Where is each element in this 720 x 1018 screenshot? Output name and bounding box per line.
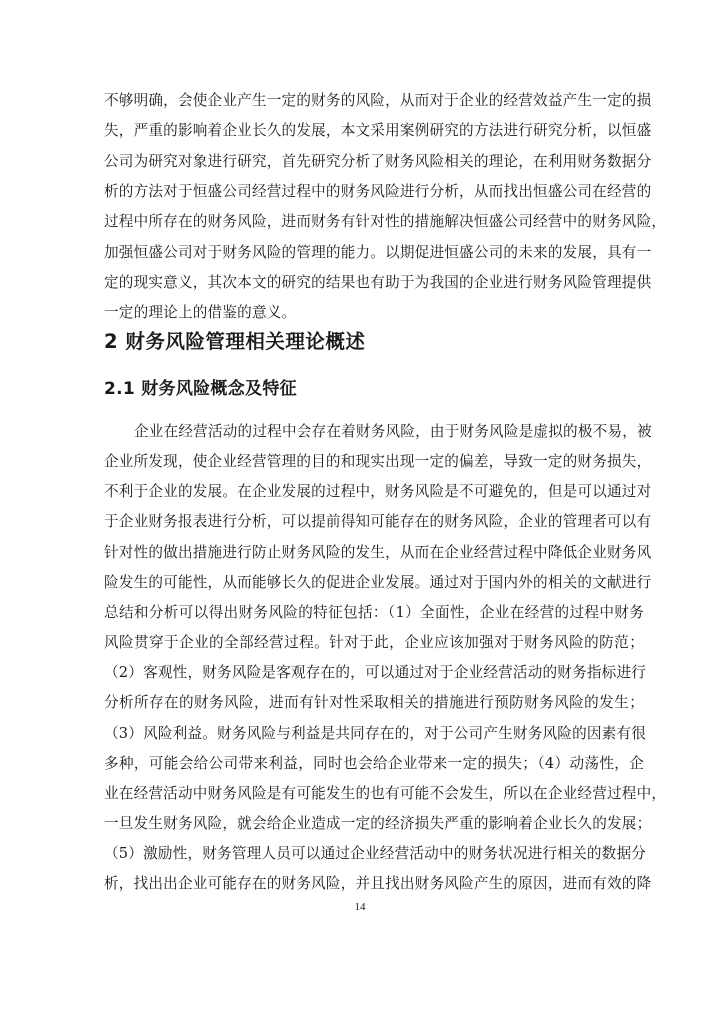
text-line: 不利于企业的发展。在企业发展的过程中，财务风险是不可避免的，但是可以通过对	[104, 483, 652, 501]
text-line: 加强恒盛公司对于财务风险的管理的能力。以期促进恒盛公司的未来的发展，具有一	[104, 243, 652, 261]
text-line: 失，严重的影响着企业长久的发展，本文采用案例研究的方法进行研究分析，以恒盛	[104, 122, 652, 140]
text-line: 于企业财务报表进行分析，可以提前得知可能存在的财务风险，企业的管理者可以有	[104, 513, 652, 531]
text-line: 分析所存在的财务风险，进而有针对性采取相关的措施进行预防财务风险的发生；	[104, 694, 644, 712]
text-line: 析，找出出企业可能存在的财务风险，并且找出财务风险产生的原因，进而有效的降	[104, 875, 652, 893]
text-line: （2）客观性，财务风险是客观存在的，可以通过对于企业经营活动的财务指标进行	[104, 664, 647, 682]
text-line: 险发生的可能性，从而能够长久的促进企业发展。通过对于国内外的相关的文献进行	[104, 573, 652, 591]
text-line: 多种，可能会给公司带来利益，同时也会给企业带来一定的损失；（4）动荡性，企	[104, 754, 644, 772]
text-line: 公司为研究对象进行研究，首先研究分析了财务风险相关的理论，在利用财务数据分	[104, 152, 652, 170]
text-line: 企业在经营活动的过程中会存在着财务风险，由于财务风险是虚拟的极不易，被	[134, 423, 652, 440]
text-line: （5）激励性，财务管理人员可以通过企业经营活动中的财务状况进行相关的数据分	[104, 845, 647, 863]
section-heading: 2 财务风险管理相关理论概述	[104, 330, 366, 353]
text-line: 过程中所存在的财务风险，进而财务有针对性的措施解决恒盛公司经营中的财务风险，	[104, 213, 667, 231]
text-line: 针对性的做出措施进行防止财务风险的发生，从而在企业经营过程中降低企业财务风	[104, 543, 652, 561]
text-line: 业在经营活动中财务风险是有可能发生的也有可能不会发生，所以在企业经营过程中，	[104, 784, 667, 802]
text-line: 总结和分析可以得出财务风险的特征包括：（1）全面性，企业在经营的过程中财务	[104, 603, 644, 621]
text-line: （3）风险利益。财务风险与利益是共同存在的，对于公司产生财务风险的因素有很	[104, 724, 647, 742]
subsection-heading: 2.1 财务风险概念及特征	[104, 379, 297, 399]
page-number: 14	[354, 901, 366, 913]
text-line: 一旦发生财务风险，就会给企业造成一定的经济损失严重的影响着企业长久的发展；	[104, 814, 652, 832]
text-line: 析的方法对于恒盛公司经营过程中的财务风险进行分析，从而找出恒盛公司在经营的	[104, 182, 652, 200]
text-line: 企业所发现，使企业经营管理的目的和现实出现一定的偏差，导致一定的财务损失，	[104, 453, 652, 471]
text-line: 不够明确，会使企业产生一定的财务的风险，从而对于企业的经营效益产生一定的损	[104, 92, 652, 109]
text-line: 风险贯穿于企业的全部经营过程。针对于此，企业应该加强对于财务风险的防范；	[104, 634, 644, 652]
text-line: 一定的理论上的借鉴的意义。	[104, 304, 297, 322]
text-line: 定的现实意义，其次本文的研究的结果也有助于为我国的企业进行财务风险管理提供	[104, 273, 652, 291]
